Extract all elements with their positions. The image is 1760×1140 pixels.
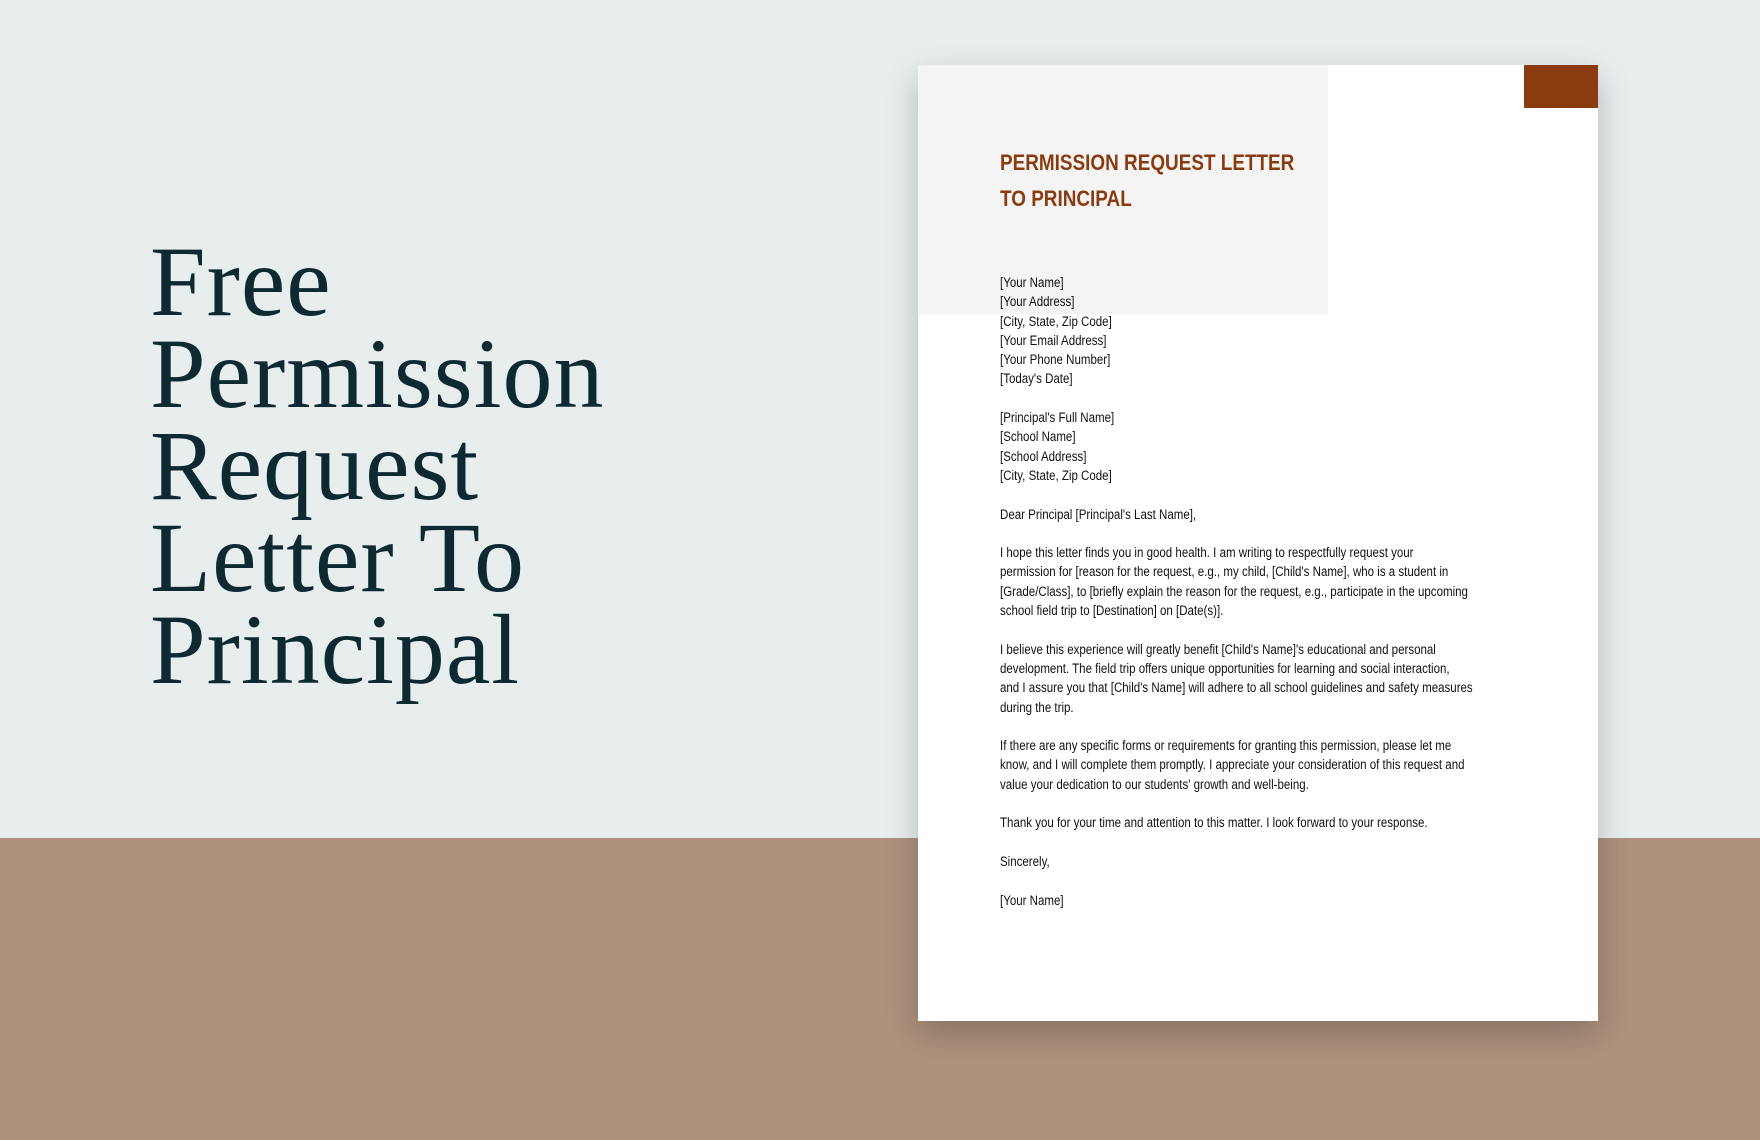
- recipient-line: [Principal's Full Name]: [1000, 410, 1115, 426]
- blank-line: [1000, 620, 1550, 639]
- paragraph-line: know, and I will complete them promptly. I appreciate your consideration of this request and: [1000, 757, 1465, 773]
- closing: Sincerely,: [1000, 853, 1050, 869]
- sender-line: [Your Email Address]: [1000, 332, 1107, 348]
- accent-square: [1524, 65, 1598, 108]
- title-line: PERMISSION REQUEST LETTER: [1000, 150, 1295, 175]
- blank-line: [1000, 389, 1550, 408]
- hero-title-line: Free: [150, 226, 332, 337]
- paragraph-line: during the trip.: [1000, 699, 1074, 715]
- paragraph-line: school field trip to [Destination] on [Date(s)].: [1000, 603, 1224, 619]
- paragraph-line: value your dedication to our students' growth and well-being.: [1000, 776, 1309, 792]
- paragraph-line: I hope this letter finds you in good health. I am writing to respectfully request your: [1000, 545, 1414, 561]
- blank-line: [1000, 871, 1550, 890]
- paragraph-line: and I assure you that [Child's Name] will adhere to all school guidelines and safety measures: [1000, 680, 1473, 696]
- blank-line: [1000, 833, 1550, 852]
- hero-title-line: Permission: [150, 318, 605, 429]
- paragraph-line: development. The field trip offers unique opportunities for learning and social interaction,: [1000, 660, 1450, 676]
- hero-title: [150, 226, 605, 705]
- signature: [Your Name]: [1000, 892, 1064, 908]
- salutation: Dear Principal [Principal's Last Name],: [1000, 506, 1197, 522]
- letter-document: [918, 65, 1598, 1021]
- recipient-line: [School Name]: [1000, 429, 1076, 445]
- paragraph-line: [Grade/Class], to [briefly explain the reason for the request, e.g., participate in the upcoming: [1000, 583, 1468, 599]
- blank-line: [1000, 717, 1550, 736]
- recipient-line: [City, State, Zip Code]: [1000, 467, 1112, 483]
- hero-title-line: Letter To: [150, 502, 526, 613]
- paragraph-line: If there are any specific forms or requirements for granting this permission, please let me: [1000, 738, 1452, 754]
- hero-title-line: Request: [150, 410, 480, 521]
- sender-line: [Your Name]: [1000, 275, 1064, 290]
- paragraph-line: permission for [reason for the request, e.g., my child, [Child's Name], who is a student in: [1000, 564, 1449, 580]
- recipient-line: [School Address]: [1000, 448, 1087, 464]
- letter-body: [1000, 273, 1550, 910]
- sender-line: [City, State, Zip Code]: [1000, 313, 1112, 329]
- title-line: TO PRINCIPAL: [1000, 186, 1132, 211]
- paragraph-line: Thank you for your time and attention to this matter. I look forward to your response.: [1000, 815, 1428, 831]
- paragraph-line: I believe this experience will greatly benefit [Child's Name]'s educational and personal: [1000, 641, 1436, 657]
- document-title: [1000, 145, 1294, 217]
- blank-line: [1000, 485, 1550, 504]
- hero-title-line: Principal: [150, 594, 521, 705]
- blank-line: [1000, 794, 1550, 813]
- blank-line: [1000, 524, 1550, 543]
- sender-line: [Your Phone Number]: [1000, 352, 1111, 368]
- sender-line: [Today's Date]: [1000, 371, 1073, 387]
- sender-line: [Your Address]: [1000, 294, 1075, 310]
